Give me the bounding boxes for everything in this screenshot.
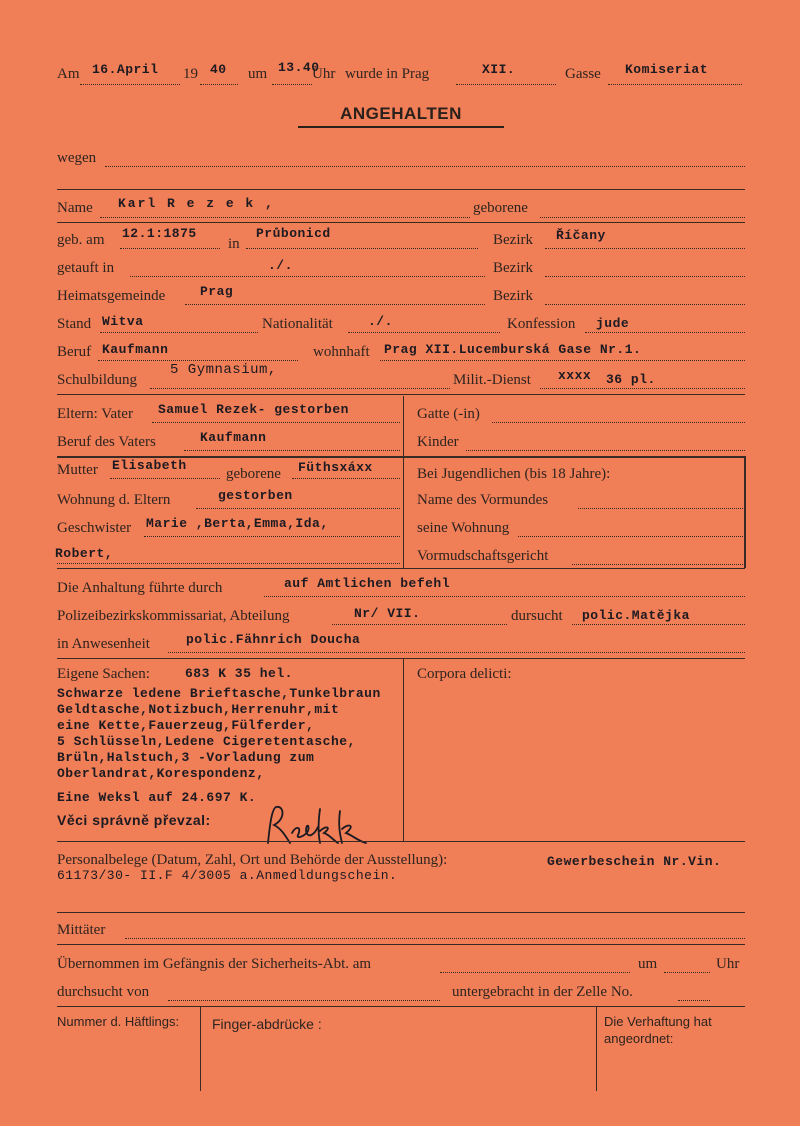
time-value: 13.40 [278,60,320,75]
vater-value: Samuel Rezek- gestorben [158,402,349,417]
wegen-label: wegen [57,150,97,166]
durchsucht-label: durchsucht von [57,984,150,1000]
geb-am-label: geb. am [57,232,105,248]
vormund-wohnung-label: seine Wohnung [417,520,510,536]
dursucht-value: polic.Matějka [582,608,690,623]
bezirk1-value: Říčany [556,228,606,243]
mutter-geborene-value: Füthsxáxx [298,460,373,475]
date-value: 16.April [92,62,159,77]
wohnung-label: Wohnung d. Eltern [57,492,171,508]
prevzal-label: Věci správně převzal: [57,812,211,828]
bezirk3-label: Bezirk [493,288,533,304]
milit-label: Milit.-Dienst [453,372,531,388]
abteilung-value: Nr/ VII. [354,606,421,621]
name-value: Karl R e z e k , [118,196,275,211]
verhaftung-label: Die Verhaftung hat angeordnet: [604,1014,712,1046]
sachen-line: 5 Schlüsseln,Ledene Cigeretentasche, [57,734,356,749]
fingerprint-label: Finger-abdrücke : [212,1016,322,1032]
beruf-value: Kaufmann [102,342,169,357]
getauft-label: getauft in [57,260,115,276]
beruf-vater-label: Beruf des Vaters [57,434,156,450]
stand-value: Witva [102,314,144,329]
sachen-line: Oberlandrat,Korespondenz, [57,766,265,781]
sachen-line: Schwarze ledene Brieftasche,Tunkelbraun [57,686,381,701]
wohnung-value: gestorben [218,488,293,503]
kinder-label: Kinder [417,434,459,450]
jugend-label: Bei Jugendlichen (bis 18 Jahre): [417,466,611,482]
wohnhaft-value: Prag XII.Lucemburská Gase Nr.1. [384,342,642,357]
beruf-label: Beruf [57,344,92,360]
geschwister-value: Marie ,Berta,Emma,Ida, [146,516,329,531]
vater-label: Eltern: Vater [57,406,133,422]
personal-value2: 61173/30- II.F 4/3005 a.Anmedldungschein. [57,868,398,883]
mutter-value: Elisabeth [112,458,187,473]
wekal-value: Eine Weksl auf 24.697 K. [57,790,257,805]
heimat-value: Prag [200,284,234,299]
getauft-value: ./. [268,258,293,273]
durch-value: auf Amtlichen befehl [284,576,451,591]
nationalitaet-label: Nationalität [262,316,333,332]
dursucht-label: dursucht [511,608,563,624]
corpora-label: Corpora delicti: [417,666,512,682]
gasse-label: Gasse [565,66,601,82]
um-label: um [248,66,268,82]
zelle-label: untergebracht in der Zelle No. [452,984,633,1000]
geschwister-value2: Robert, [55,546,114,561]
sachen-first-value: 683 K 35 hel. [185,666,293,681]
personal-value1: Gewerbeschein Nr.Vin. [547,854,722,869]
milit-value: xxxx [558,368,592,383]
durch-label: Die Anhaltung führte durch [57,580,223,596]
anwesenheit-value: polic.Fähnrich Doucha [186,632,361,647]
sachen-line: Geldtasche,Notizbuch,Herrenuhr,mit [57,702,340,717]
uhr-label: Uhr [312,66,336,82]
bezirk1-label: Bezirk [493,232,533,248]
sachen-line: eine Kette,Fauerzeug,Fülferder, [57,718,315,733]
nationalitaet-value: ./. [368,314,393,329]
schulbildung-label: Schulbildung [57,372,138,388]
uhr-footer-label: Uhr [716,956,740,972]
mutter-label: Mutter [57,462,98,478]
form-title: ANGEHALTEN [298,104,504,128]
uebernommen-label: Übernommen im Gefängnis der Sicherheits-Abt. am [57,956,372,972]
year-prefix: 19 [183,66,198,82]
prag-value: XII. [482,62,516,77]
konfession-label: Konfession [507,316,576,332]
vormund-label: Name des Vormundes [417,492,549,508]
geborene-label: geborene [473,200,528,216]
year-value: 40 [210,62,227,77]
in-value: Průbonicd [256,226,331,241]
milit-value2: 36 pl. [606,372,656,387]
haeftling-label: Nummer d. Häftlings: [57,1014,180,1029]
signature-image [262,803,372,849]
sachen-line: Brüln,Halstuch,3 -Vorladung zum [57,750,315,765]
stand-label: Stand [57,316,92,332]
abteilung-label: Polizeibezirkskommissariat, Abteilung [57,608,290,624]
gasse-value: Komiseriat [625,62,709,77]
in-label: in [228,236,240,252]
name-label: Name [57,200,93,216]
beruf-vater-value: Kaufmann [200,430,267,445]
um-footer-label: um [638,956,658,972]
mittaeter-label: Mittäter [57,922,106,938]
wohnhaft-label: wohnhaft [313,344,370,360]
anwesenheit-label: in Anwesenheit [57,636,150,652]
konfession-value: jude [596,316,630,331]
gatte-label: Gatte (-in) [417,406,480,422]
am-label: Am [57,66,80,82]
mutter-geborene-label: geborene [226,466,281,482]
sachen-label: Eigene Sachen: [57,666,150,682]
wurde-label: wurde in Prag [345,66,430,82]
geb-am-value: 12.1:1875 [122,226,197,241]
geschwister-label: Geschwister [57,520,132,536]
heimat-label: Heimatsgemeinde [57,288,166,304]
bezirk2-label: Bezirk [493,260,533,276]
schulbildung-value: 5 Gymnasium, [170,362,277,378]
personal-label: Personalbelege (Datum, Zahl, Ort und Behörde der Ausstellung): [57,852,448,868]
vormund-gericht-label: Vormudschaftsgericht [417,548,549,564]
